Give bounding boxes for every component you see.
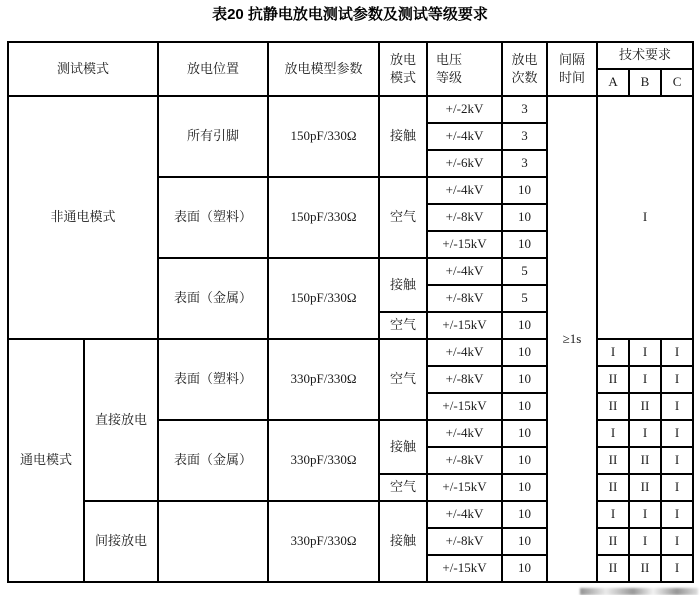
cell-discharge-mode: 空气 xyxy=(379,474,427,501)
cell-count: 10 xyxy=(502,501,547,528)
cell-test-mode-non-powered: 非通电模式 xyxy=(8,96,158,339)
header-line: 模式 xyxy=(390,70,417,85)
cell-req-c: I xyxy=(661,555,693,582)
watermark-smudge xyxy=(580,588,698,595)
cell-model: 330pF/330Ω xyxy=(268,501,379,582)
header-voltage-level xyxy=(427,42,502,96)
cell-voltage: +/-15kV xyxy=(427,312,502,339)
header-line: 放电 xyxy=(511,52,538,67)
cell-count: 10 xyxy=(502,420,547,447)
cell-voltage: +/-8kV xyxy=(427,366,502,393)
cell-req-b: I xyxy=(629,339,661,366)
cell-req-b: I xyxy=(629,528,661,555)
header-col-b: B xyxy=(629,69,661,96)
cell-count: 10 xyxy=(502,177,547,204)
cell-model: 330pF/330Ω xyxy=(268,420,379,501)
page-title: 表20 抗静电放电测试参数及测试等级要求 xyxy=(212,6,488,23)
cell-test-mode-powered: 通电模式 xyxy=(8,339,84,582)
header-line: 时间 xyxy=(559,70,586,85)
header-discharge-model: 放电模型参数 xyxy=(268,42,379,96)
cell-req-c: I xyxy=(661,447,693,474)
cell-req-b: I xyxy=(629,501,661,528)
cell-voltage: +/-8kV xyxy=(427,447,502,474)
cell-position-surface-metal: 表面（金属） xyxy=(158,420,268,501)
cell-voltage: +/-15kV xyxy=(427,555,502,582)
cell-voltage: +/-15kV xyxy=(427,474,502,501)
header-tech-req: 技术要求 xyxy=(597,42,693,69)
cell-count: 10 xyxy=(502,447,547,474)
cell-position-surface-plastic: 表面（塑料） xyxy=(158,177,268,258)
cell-req-a: II xyxy=(597,447,629,474)
header-test-mode: 测试模式 xyxy=(8,42,158,96)
cell-req-c: I xyxy=(661,501,693,528)
cell-count: 10 xyxy=(502,231,547,258)
cell-model: 330pF/330Ω xyxy=(268,339,379,420)
header-discharge-position: 放电位置 xyxy=(158,42,268,96)
cell-position-surface-plastic: 表面（塑料） xyxy=(158,339,268,420)
cell-position-empty xyxy=(158,501,268,582)
cell-voltage: +/-8kV xyxy=(427,528,502,555)
header-row-1 xyxy=(8,42,693,69)
header-line: 次数 xyxy=(511,70,538,85)
cell-voltage: +/-15kV xyxy=(427,231,502,258)
cell-count: 10 xyxy=(502,366,547,393)
cell-model: 150pF/330Ω xyxy=(268,258,379,339)
cell-req-a: II xyxy=(597,474,629,501)
cell-count: 3 xyxy=(502,123,547,150)
cell-direct-discharge: 直接放电 xyxy=(84,339,158,501)
cell-req-c: I xyxy=(661,420,693,447)
cell-discharge-mode: 接触 xyxy=(379,501,427,582)
cell-req-a: II xyxy=(597,366,629,393)
cell-voltage: +/-4kV xyxy=(427,177,502,204)
cell-voltage: +/-4kV xyxy=(427,258,502,285)
cell-count: 10 xyxy=(502,555,547,582)
esd-test-table xyxy=(7,41,694,583)
cell-discharge-mode: 接触 xyxy=(379,420,427,474)
cell-req-merged: I xyxy=(597,96,693,339)
cell-count: 5 xyxy=(502,285,547,312)
cell-req-a: II xyxy=(597,528,629,555)
cell-count: 3 xyxy=(502,150,547,177)
cell-voltage: +/-8kV xyxy=(427,204,502,231)
cell-req-b: II xyxy=(629,393,661,420)
cell-model: 150pF/330Ω xyxy=(268,177,379,258)
cell-voltage: +/-6kV xyxy=(427,150,502,177)
cell-req-c: I xyxy=(661,366,693,393)
cell-discharge-mode: 空气 xyxy=(379,177,427,258)
header-col-c: C xyxy=(661,69,693,96)
header-line: 放电 xyxy=(390,52,417,67)
cell-count: 10 xyxy=(502,393,547,420)
cell-discharge-mode: 接触 xyxy=(379,96,427,177)
cell-count: 10 xyxy=(502,204,547,231)
cell-voltage: +/-4kV xyxy=(427,339,502,366)
header-interval-time xyxy=(547,42,597,96)
cell-req-a: II xyxy=(597,555,629,582)
cell-count: 3 xyxy=(502,96,547,123)
cell-position-all-pins: 所有引脚 xyxy=(158,96,268,177)
cell-voltage: +/-8kV xyxy=(427,285,502,312)
cell-req-c: I xyxy=(661,393,693,420)
cell-count: 5 xyxy=(502,258,547,285)
cell-indirect-discharge: 间接放电 xyxy=(84,501,158,582)
cell-req-b: I xyxy=(629,366,661,393)
cell-voltage: +/-4kV xyxy=(427,501,502,528)
cell-req-c: I xyxy=(661,528,693,555)
header-discharge-mode xyxy=(379,42,427,96)
cell-req-b: I xyxy=(629,420,661,447)
cell-discharge-mode: 空气 xyxy=(379,339,427,420)
cell-req-b: II xyxy=(629,555,661,582)
header-line: 等级 xyxy=(436,70,463,85)
header-discharge-count xyxy=(502,42,547,96)
header-line: 电压 xyxy=(436,52,463,67)
cell-discharge-mode: 接触 xyxy=(379,258,427,312)
cell-count: 10 xyxy=(502,339,547,366)
cell-req-a: I xyxy=(597,501,629,528)
cell-voltage: +/-2kV xyxy=(427,96,502,123)
cell-discharge-mode: 空气 xyxy=(379,312,427,339)
header-line: 间隔 xyxy=(559,52,586,67)
table-row xyxy=(8,96,693,123)
cell-req-a: I xyxy=(597,339,629,366)
cell-voltage: +/-4kV xyxy=(427,420,502,447)
cell-req-b: II xyxy=(629,474,661,501)
cell-count: 10 xyxy=(502,528,547,555)
cell-voltage: +/-15kV xyxy=(427,393,502,420)
cell-req-c: I xyxy=(661,474,693,501)
cell-count: 10 xyxy=(502,312,547,339)
cell-model: 150pF/330Ω xyxy=(268,96,379,177)
cell-req-a: II xyxy=(597,393,629,420)
cell-interval: ≥1s xyxy=(547,96,597,582)
cell-req-b: II xyxy=(629,447,661,474)
header-col-a: A xyxy=(597,69,629,96)
cell-count: 10 xyxy=(502,474,547,501)
cell-position-surface-metal: 表面（金属） xyxy=(158,258,268,339)
cell-req-a: I xyxy=(597,420,629,447)
cell-req-c: I xyxy=(661,339,693,366)
cell-voltage: +/-4kV xyxy=(427,123,502,150)
